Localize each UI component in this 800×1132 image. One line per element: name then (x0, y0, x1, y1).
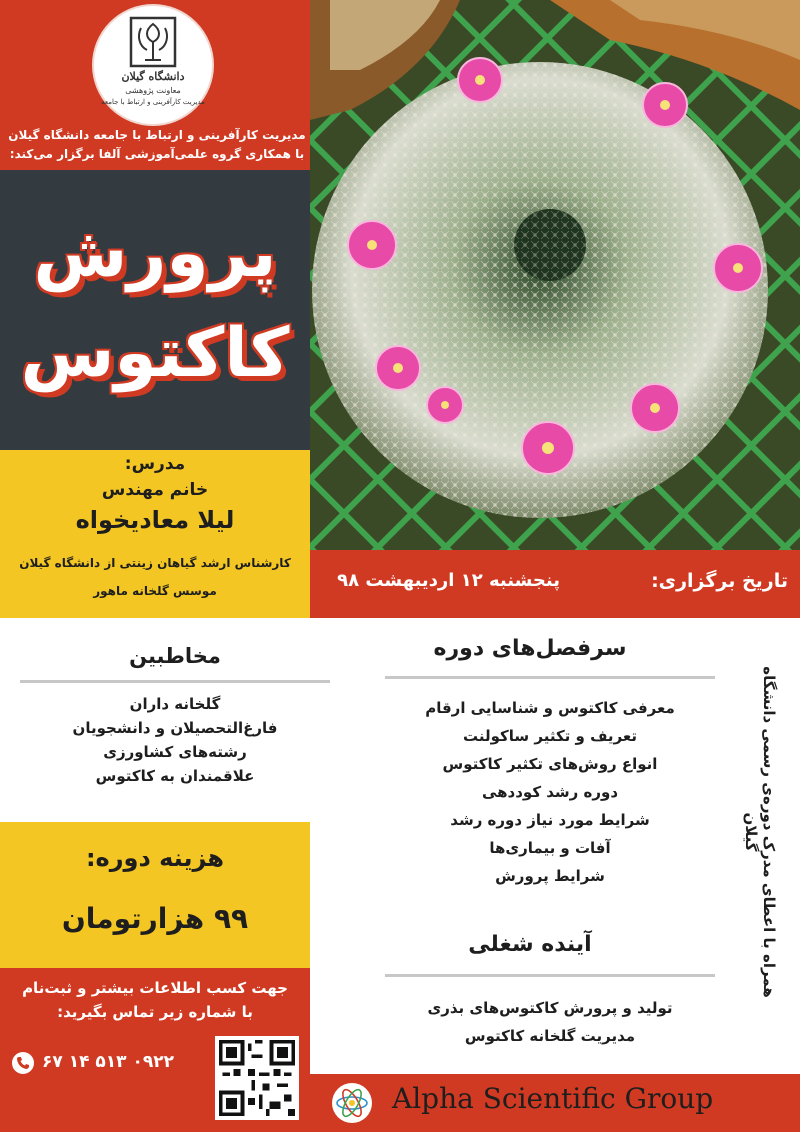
list-item: علاقمندان به کاکتوس (95, 767, 255, 785)
phone-icon (12, 1052, 34, 1074)
instructor-bio-2: موسس گلخانه ماهور (93, 584, 217, 598)
instructor-name: لیلا معادیخواه (75, 506, 235, 534)
organizer-line-2: با همکاری گروه علمی‌آموزشی آلفا برگزار می‌کند: (9, 147, 305, 161)
university-logo (92, 4, 214, 126)
cost-panel (0, 822, 310, 968)
list-item: فارغ‌التحصیلان و دانشجویان (72, 719, 278, 737)
career-heading: آینده شغلی (468, 932, 592, 957)
title-line-1: پرورش (33, 214, 277, 293)
logo-subtitle-2: مدیریت کارآفرینی و ارتباط با جامعه (101, 98, 205, 106)
cost-value: ۹۹ هزارتومان (61, 902, 249, 935)
cactus-photo (310, 0, 800, 550)
cactus-illustration (310, 0, 800, 550)
contact-line-2: با شماره زیر تماس بگیرید: (57, 1003, 253, 1021)
audience-divider (20, 680, 330, 683)
phone-number[interactable]: ۰۹۲۲ ۵۱۳ ۱۴ ۶۷ (42, 1052, 174, 1072)
certificate-note: همراه با اعطای مدرک دوره‌ی رسمی دانشگاه گیلان (742, 666, 778, 998)
syllabus-heading: سرفصل‌های دوره (433, 636, 627, 661)
list-item: رشته‌های کشاورزی (103, 743, 247, 761)
logo-university-name: دانشگاه گیلان (121, 70, 185, 83)
list-item: مدیریت گلخانه کاکتوس (464, 1027, 636, 1045)
list-item: تولید و پرورش کاکتوس‌های بذری (427, 999, 673, 1017)
syllabus-divider (385, 676, 715, 679)
list-item: انواع روش‌های تکثیر کاکتوس (442, 755, 658, 773)
audience-list (20, 692, 330, 788)
list-item: آفات و بیماری‌ها (489, 839, 611, 857)
instructor-bio-1: کارشناس ارشد گیاهان زینتی از دانشگاه گیلان (19, 556, 291, 570)
organizer-line-1: مدیریت کارآفرینی و ارتباط با جامعه دانشگاه گیلان (8, 128, 306, 142)
atom-logo-icon (332, 1083, 372, 1123)
date-bar (310, 550, 800, 618)
contact-line-1: جهت کسب اطلاعات بیشتر و ثبت‌نام (22, 979, 288, 997)
contact-text (4, 976, 306, 1024)
list-item: تعریف و تکثیر ساکولنت (463, 727, 637, 745)
footer-bar (310, 1074, 800, 1132)
cost-label: هزینه دوره: (85, 844, 225, 872)
career-list (385, 994, 715, 1050)
logo-subtitle-1: معاونت پژوهشی (125, 86, 181, 95)
list-item: معرفی کاکتوس و شناسایی ارقام (425, 699, 675, 717)
list-item: شرایط مورد نیاز دوره رشد (450, 811, 650, 829)
audience-heading: مخاطبین (129, 644, 221, 668)
career-divider (385, 974, 715, 977)
group-name: Alpha Scientific Group (392, 1082, 714, 1115)
date-value: پنجشنبه ۱۲ اردیبهشت ۹۸ (337, 570, 560, 591)
list-item: گلخانه داران (129, 695, 221, 713)
university-emblem-icon (129, 16, 177, 68)
title-panel (0, 170, 310, 450)
instructor-label: مدرس: (124, 454, 186, 474)
title-line-2: کاکتوس (20, 314, 290, 393)
list-item: دوره رشد کوددهی (481, 783, 619, 801)
date-label: تاریخ برگزاری: (651, 570, 788, 592)
syllabus-list (385, 694, 715, 890)
logo-panel (0, 0, 310, 170)
qr-code[interactable] (215, 1036, 299, 1120)
organizer-text (8, 126, 306, 164)
instructor-honorific: خانم مهندس (101, 480, 209, 500)
instructor-panel (0, 450, 310, 618)
list-item: شرایط پرورش (495, 867, 605, 885)
